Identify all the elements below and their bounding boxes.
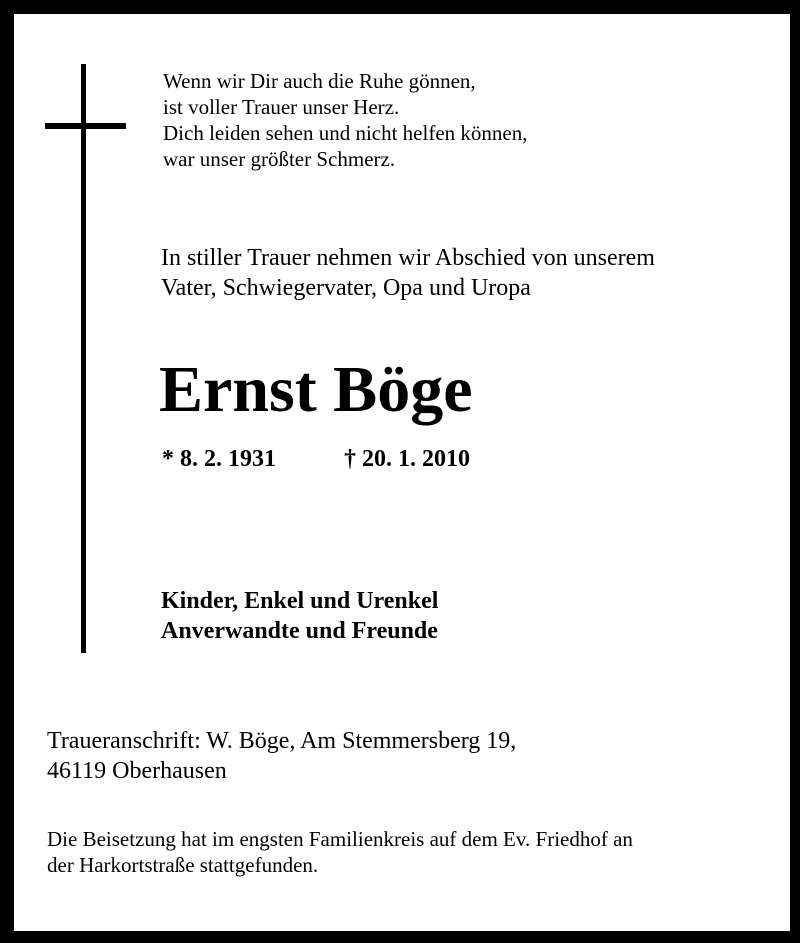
burial-note: Die Beisetzung hat im engsten Familienkreis auf dem Ev. Friedhof an der Harkortstraße stattgefunden.: [47, 827, 633, 877]
birth-date: * 8. 2. 1931: [162, 446, 276, 472]
cross-vertical-bar: [81, 64, 86, 653]
memorial-verse: Wenn wir Dir auch die Ruhe gönnen, ist voller Trauer unser Herz. Dich leiden sehen und nicht helfen können, war unser größter Schmerz.: [163, 69, 528, 171]
death-date: † 20. 1. 2010: [344, 446, 470, 472]
life-dates: [162, 444, 470, 474]
mourners-signature: Kinder, Enkel und Urenkel Anverwandte und Freunde: [161, 588, 439, 644]
farewell-intro: In stiller Trauer nehmen wir Abschied von unserem Vater, Schwiegervater, Opa und Uropa: [161, 245, 655, 301]
cross-horizontal-bar: [45, 123, 126, 129]
deceased-name: Ernst Böge: [159, 353, 473, 426]
mourning-address: Traueranschrift: W. Böge, Am Stemmersberg 19, 46119 Oberhausen: [47, 728, 517, 784]
